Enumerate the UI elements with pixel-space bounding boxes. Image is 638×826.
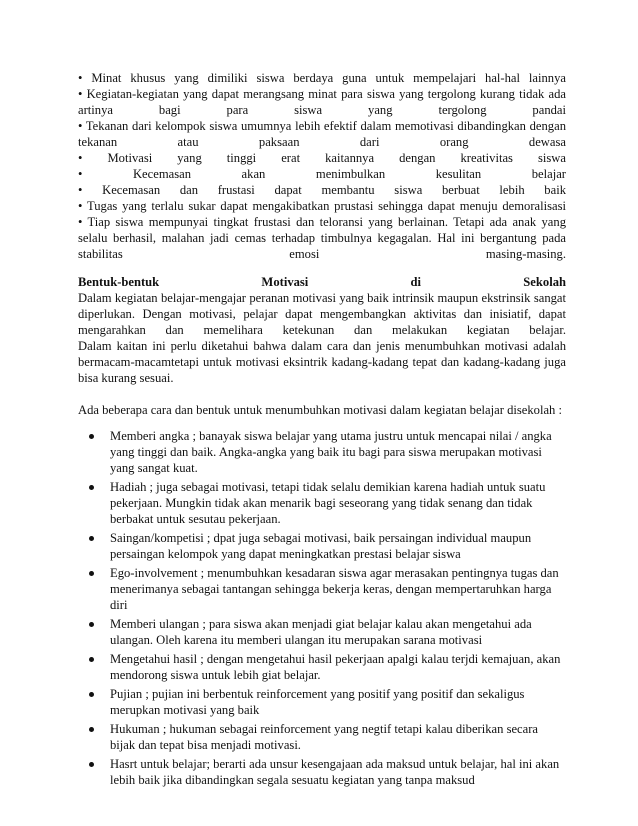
- list-item-line: Hukuman ; hukuman sebagai reinforcement yang negtif tetapi kalau diberikan secara: [110, 722, 539, 736]
- text-line: • Kecemasan dan frustasi dapat membantu siswa berbuat lebih baik: [78, 183, 566, 197]
- bullet-dot-icon: [89, 762, 94, 767]
- list-item: [78, 651, 566, 683]
- list-item-line: berbakat untuk sesutau pekerjaan.: [110, 512, 281, 526]
- bullet-dot-icon: [89, 657, 94, 662]
- list-item-line: Hasrt untuk belajar; berarti ada unsur kesengajaan ada maksud untuk belajar, hal ini akan: [110, 757, 560, 771]
- paragraph-line: mengarahkan dan memelihara ketekunan dan melakukan kegiatan belajar.: [78, 323, 566, 337]
- list-item: [78, 565, 566, 613]
- paragraph-line: bermacam-macamtetapi untuk motivasi eksintrik kadang-kadang tepat dan kadang-kadang juga: [78, 355, 566, 369]
- paragraph-line: diperlukan. Dengan motivasi, pelajar dapat mengembangkan aktivitas dan inisiatif, dapat: [78, 307, 566, 321]
- list-item: [78, 616, 566, 648]
- text-line: • Kecemasan akan menimbulkan kesulitan belajar: [78, 167, 566, 181]
- bullet-dot-icon: [89, 485, 94, 490]
- text-line: • Tugas yang terlalu sukar dapat mengakibatkan prustasi sehingga dapat menuju demoralisasi: [78, 199, 566, 213]
- list-item-line: Pujian ; pujian ini berbentuk reinforcement yang positif yang positif dan sekaligus: [110, 687, 525, 701]
- list-item-line: bijak dan tepat bisa menjadi motivasi.: [110, 738, 301, 752]
- list-item: [78, 721, 566, 753]
- section-paragraph: [78, 290, 566, 386]
- list-item-line: pekerjaan. Mungkin tidak akan menarik bagi seseorang yang tidak senang dan tidak: [110, 496, 533, 510]
- list-item-line: diri: [110, 598, 128, 612]
- section-heading: Bentuk-bentuk Motivasi di Sekolah: [78, 275, 566, 289]
- list-item-line: ulangan. Oleh karena itu memberi ulangan itu merupakan sarana motivasi: [110, 633, 483, 647]
- list-item-line: yang sangat kuat.: [110, 461, 198, 475]
- text-line: • Kegiatan-kegiatan yang dapat merangsang minat para siswa yang tergolong kurang tidak ada: [78, 87, 566, 101]
- list-item-line: yang tinggi dan baik. Angka-angka yang baik itu bagi para siswa merupakan motivasi: [110, 445, 542, 459]
- list-item-line: Ego-involvement ; menumbuhkan kesadaran siswa agar merasakan pentingnya tugas dan: [110, 566, 559, 580]
- list-item: [78, 530, 566, 562]
- paragraph-line: Dalam kaitan ini perlu diketahui bahwa dalam cara dan jenis menumbuhkan motivasi adalah: [78, 339, 566, 353]
- list-item-line: menerimanya sebagai tantangan sehingga bekerja keras, dengan mempertaruhkan harga: [110, 582, 552, 596]
- text-line: stabilitas emosi masing-masing.: [78, 247, 566, 261]
- bullet-dot-icon: [89, 434, 94, 439]
- text-line: • Tekanan dari kelompok siswa umumnya lebih efektif dalam memotivasi dibandingkan dengan: [78, 119, 566, 133]
- paragraph-line: bisa kurang sesuai.: [78, 371, 174, 385]
- list-item-line: Memberi angka ; banayak siswa belajar yang utama justru untuk mencapai nilai / angka: [110, 429, 552, 443]
- bullet-dot-icon: [89, 536, 94, 541]
- list-item: [78, 479, 566, 527]
- bullet-list: [78, 428, 566, 788]
- bullet-dot-icon: [89, 571, 94, 576]
- list-item-line: Hadiah ; juga sebagai motivasi, tetapi tidak selalu demikian karena hadiah untuk suatu: [110, 480, 546, 494]
- bullet-dot-icon: [89, 622, 94, 627]
- bullet-dot-icon: [89, 692, 94, 697]
- list-item: [78, 428, 566, 476]
- text-line: • Motivasi yang tinggi erat kaitannya dengan kreativitas siswa: [78, 151, 566, 165]
- list-item: [78, 686, 566, 718]
- text-line: • Tiap siswa mempunyai tingkat frustasi dan teloransi yang berlainan. Tetapi ada anak yang: [78, 215, 566, 229]
- page-content: [78, 70, 566, 791]
- text-line: selalu berhasil, malahan jadi cemas terhadap timbulnya kegagalan. Hal ini bergantung pada: [78, 231, 566, 245]
- list-item-line: mendorong siswa untuk lebih giat belajar.: [110, 668, 321, 682]
- text-line: • Minat khusus yang dimiliki siswa berdaya guna untuk mempelajari hal-hal lainnya: [78, 71, 566, 85]
- list-item: [78, 756, 566, 788]
- list-item-line: Memberi ulangan ; para siswa akan menjadi giat belajar kalau akan mengetahui ada: [110, 617, 532, 631]
- upper-list: [78, 70, 566, 262]
- intro-line: Ada beberapa cara dan bentuk untuk menumbuhkan motivasi dalam kegiatan belajar disekolah :: [78, 403, 562, 417]
- list-item-line: Mengetahui hasil ; dengan mengetahui hasil pekerjaan apalgi kalau terjdi kemajuan, akan: [110, 652, 561, 666]
- bullet-dot-icon: [89, 727, 94, 732]
- list-item-line: lebih baik jika dibandingkan segala sesuatu kegiatan yang tanpa maksud: [110, 773, 475, 787]
- list-item-line: Saingan/kompetisi ; dpat juga sebagai motivasi, baik persaingan individual maupun: [110, 531, 532, 545]
- text-line: tekanan atau paksaan dari orang dewasa: [78, 135, 566, 149]
- text-line: artinya bagi para siswa yang tergolong pandai: [78, 103, 566, 117]
- list-item-line: persaingan kelompok yang dapat meningkatkan prestasi belajar siswa: [110, 547, 461, 561]
- paragraph-line: Dalam kegiatan belajar-mengajar peranan motivasi yang baik intrinsik maupun ekstrinsik sangat: [78, 291, 566, 305]
- list-item-line: merupkan motivasi yang baik: [110, 703, 260, 717]
